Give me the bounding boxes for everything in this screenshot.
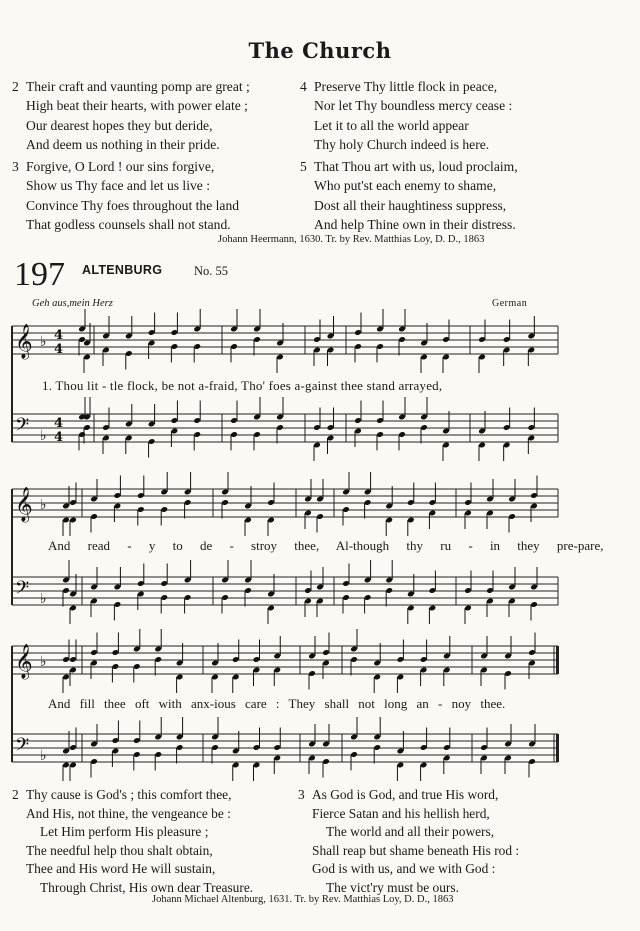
- stanza-line: Convince Thy foes throughout the land: [26, 197, 240, 213]
- stanza-line: God is with us, and we with God :: [312, 861, 496, 877]
- stanza-line: Let it to all the world appear: [314, 117, 469, 133]
- treble-clef-icon: 𝄞: [15, 487, 33, 522]
- stanza-line: Nor let Thy boundless mercy cease :: [314, 98, 513, 114]
- stanza-3-bottom: [298, 786, 519, 898]
- composer: German: [492, 298, 528, 309]
- stanza-number: 3: [12, 159, 19, 174]
- stanza-line: High beat their hearts, with power elate ;: [26, 98, 248, 114]
- stanza-line: That godless counsels shall not stand.: [26, 217, 231, 233]
- final-barline: [556, 734, 559, 762]
- original-title: Geh aus,mein Herz: [32, 298, 113, 309]
- stanza-line: The world and all their powers,: [326, 824, 495, 840]
- treble-clef-icon: 𝄞: [15, 644, 33, 679]
- stanza-number: 3: [298, 787, 305, 802]
- time-signature: 4: [54, 416, 64, 431]
- stanza-line: Forgive, O Lord ! our sins forgive,: [26, 159, 215, 174]
- stanza-2-bottom: [12, 786, 253, 898]
- stanza-line: Thy cause is God's ; this comfort thee,: [26, 787, 232, 802]
- time-signature: 4: [54, 342, 64, 357]
- tune-reference: No. 55: [194, 264, 229, 278]
- stanza-line: And His, not thine, the vengeance be :: [26, 805, 231, 821]
- stanza-line: The vict'ry must be ours.: [326, 879, 459, 895]
- bass-clef-icon: 𝄢: [15, 415, 30, 440]
- stanza-line: The needful help thou shalt obtain,: [26, 842, 213, 858]
- stanza-line: Let Him perform His pleasure ;: [40, 824, 209, 840]
- stanza-line: Their craft and vaunting pomp are great ;: [26, 79, 250, 94]
- flat-icon: ♭: [40, 591, 47, 607]
- stanza-number: 4: [300, 79, 307, 94]
- stanza-line: Fierce Satan and his hellish herd,: [312, 805, 490, 821]
- bass-clef-icon: 𝄢: [15, 578, 30, 603]
- time-signature: 4: [54, 328, 64, 343]
- flat-icon: ♭: [40, 654, 47, 670]
- stanza-line: Shall reap but shame beneath His rod :: [312, 842, 520, 858]
- stanza-line: That Thou art with us, loud proclaim,: [314, 159, 518, 174]
- flat-icon: ♭: [40, 428, 47, 444]
- stanza-line: And deem us nothing in their pride.: [26, 137, 220, 153]
- flat-icon: ♭: [40, 748, 47, 764]
- final-barline: [556, 646, 559, 674]
- stanza-line: Who put'st each enemy to shame,: [314, 178, 497, 194]
- tune-name: ALTENBURG: [82, 263, 163, 277]
- stanza-number: 2: [12, 787, 19, 802]
- stanza-line: Show us Thy face and let us live :: [26, 178, 210, 194]
- flat-icon: ♭: [40, 497, 47, 513]
- flat-icon: ♭: [40, 334, 47, 350]
- stanza-line: Dost all their haughtiness suppress,: [314, 197, 507, 213]
- lyric-line-1: 1. Thou lit - tle flock, be not a-fraid, Tho' foes a-gainst thee stand arrayed,: [42, 378, 443, 393]
- stanza-line: Through Christ, His own dear Treasure.: [40, 879, 254, 895]
- page-header: The Church: [248, 38, 392, 63]
- treble-clef-icon: 𝄞: [15, 324, 33, 359]
- bottom-attribution: Johann Michael Altenburg, 1631. Tr. by Rev. Matthias Loy, D. D., 1863: [152, 894, 454, 905]
- lyric-line-3: And fill thee oft with anx-ious care : They shall not long an - noy thee.: [48, 696, 506, 711]
- top-attribution: Johann Heermann, 1630. Tr. by Rev. Matthias Loy, D. D., 1863: [218, 234, 485, 245]
- stanza-line: And help Thine own in their distress.: [314, 217, 516, 233]
- lyric-line-2: And read - y to de - stroy thee, Al-though thy ru - in they pre-pare,: [48, 538, 604, 553]
- stanza-number: 5: [300, 159, 307, 174]
- stanza-line: Thy holy Church indeed is here.: [314, 137, 490, 153]
- time-signature: 4: [54, 430, 64, 445]
- stanza-line: Thee and His word He will sustain,: [26, 861, 216, 877]
- stanza-line: As God is God, and true His word,: [312, 787, 499, 802]
- stanza-number: 2: [12, 79, 19, 94]
- hymn-number: 197: [14, 256, 65, 293]
- bass-clef-icon: 𝄢: [15, 735, 30, 760]
- stanza-line: Preserve Thy little flock in peace,: [314, 79, 498, 94]
- stanza-line: Our dearest hopes they but deride,: [26, 117, 213, 133]
